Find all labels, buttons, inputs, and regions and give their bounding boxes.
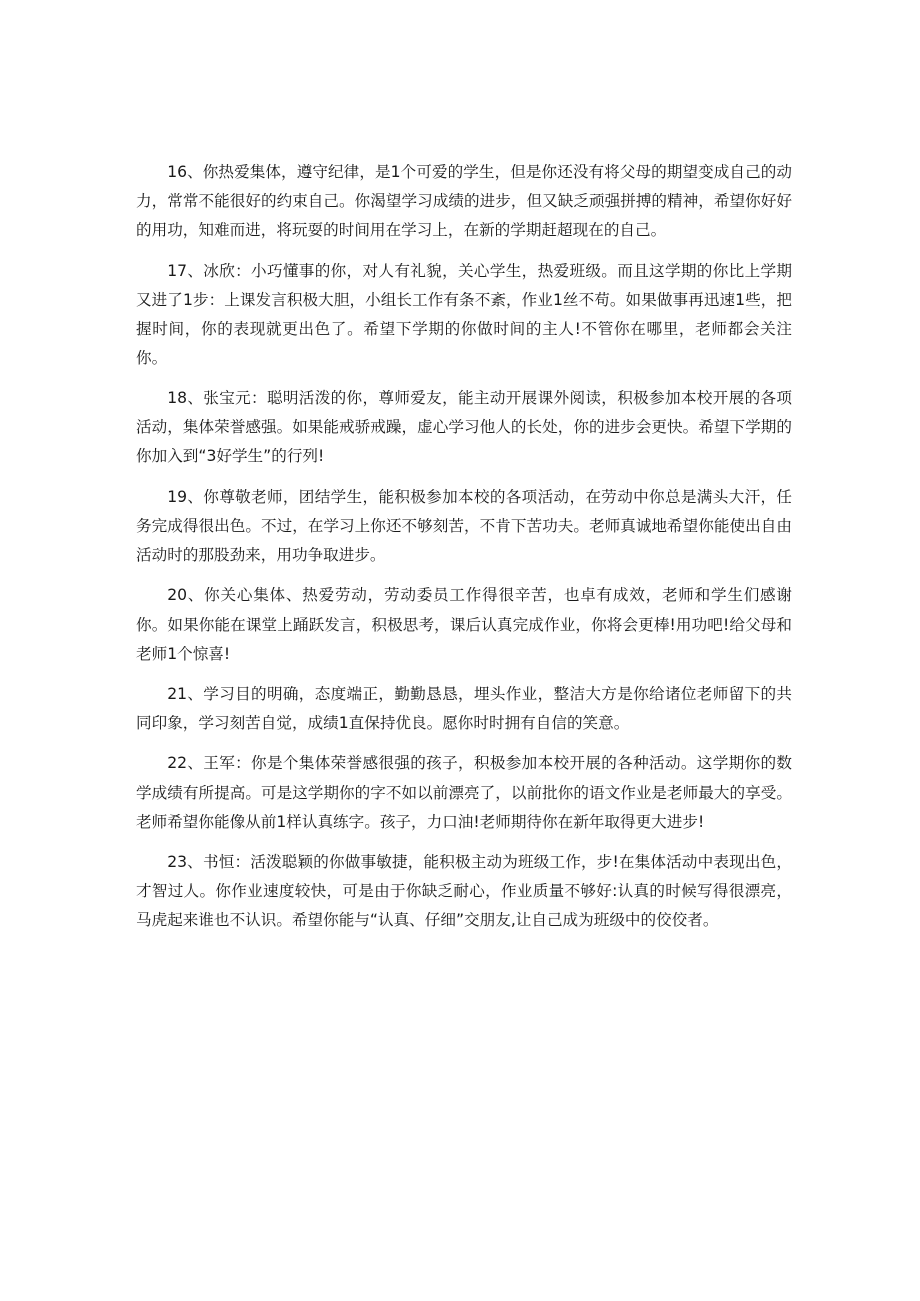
comment-paragraph-22: 22、王军：你是个集体荣誉感很强的孩子，积极参加本校开展的各种活动。这学期你的数学成绩有所提高。可是这学期你的字不如以前漂亮了，以前批你的语文作业是老师最大的享受。老师希望你能像从前1样认真练字。孩子，力口油!老师期待你在新年取得更大进步! — [136, 754, 792, 831]
comment-paragraph-17: 17、冰欣：小巧懂事的你，对人有礼貌，关心学生，热爱班级。而且这学期的你比上学期又进了1步：上课发言积极大胆，小组长工作有条不紊，作业1丝不苟。如果做事再迅速1些，把握时间，你的表现就更出色了。希望下学期的你做时间的主人!不管你在哪里，老师都会关注你。 — [136, 261, 792, 367]
comment-paragraph-16: 16、你热爱集体，遵守纪律，是1个可爱的学生，但是你还没有将父母的期望变成自己的动力，常常不能很好的约束自己。你渴望学习成绩的进步，但又缺乏顽强拼搏的精神，希望你好好的用功，知难而进，将玩耍的时间用在学习上，在新的学期赶超现在的自己。 — [136, 163, 792, 240]
comment-paragraph-18: 18、张宝元：聪明活泼的你，尊师爱友，能主动开展课外阅读，积极参加本校开展的各项活动，集体荣誉感强。如果能戒骄戒躁，虚心学习他人的长处，你的进步会更快。希望下学期的你加入到“3好学生”的行列! — [136, 389, 792, 466]
comment-paragraph-19: 19、你尊敬老师，团结学生，能积极参加本校的各项活动，在劳动中你总是满头大汗，任务完成得很出色。不过，在学习上你还不够刻苦，不肯下苦功夫。老师真诚地希望你能使出自由活动时的那股劲来，用功争取进步。 — [136, 487, 792, 565]
comment-paragraph-21: 21、学习目的明确，态度端正，勤勤恳恳，埋头作业，整洁大方是你给诸位老师留下的共同印象，学习刻苦自觉，成绩1直保持优良。愿你时时拥有自信的笑意。 — [136, 684, 792, 733]
comment-paragraph-23: 23、书恒：活泼聪颖的你做事敏捷，能积极主动为班级工作，步!在集体活动中表现出色，才智过人。你作业速度较快，可是由于你缺乏耐心，作业质量不够好:认真的时候写得很漂亮，马虎起来谁也不认识。希望你能与“认真、仔细”交朋友,让自己成为班级中的佼佼者。 — [136, 853, 792, 930]
comment-paragraph-20: 20、你关心集体、热爱劳动，劳动委员工作得很辛苦，也卓有成效，老师和学生们感谢你。如果你能在课堂上踊跃发言，积极思考，课后认真完成作业，你将会更棒!用功吧!给父母和老师1个惊喜! — [136, 586, 792, 663]
document-body — [136, 158, 792, 947]
